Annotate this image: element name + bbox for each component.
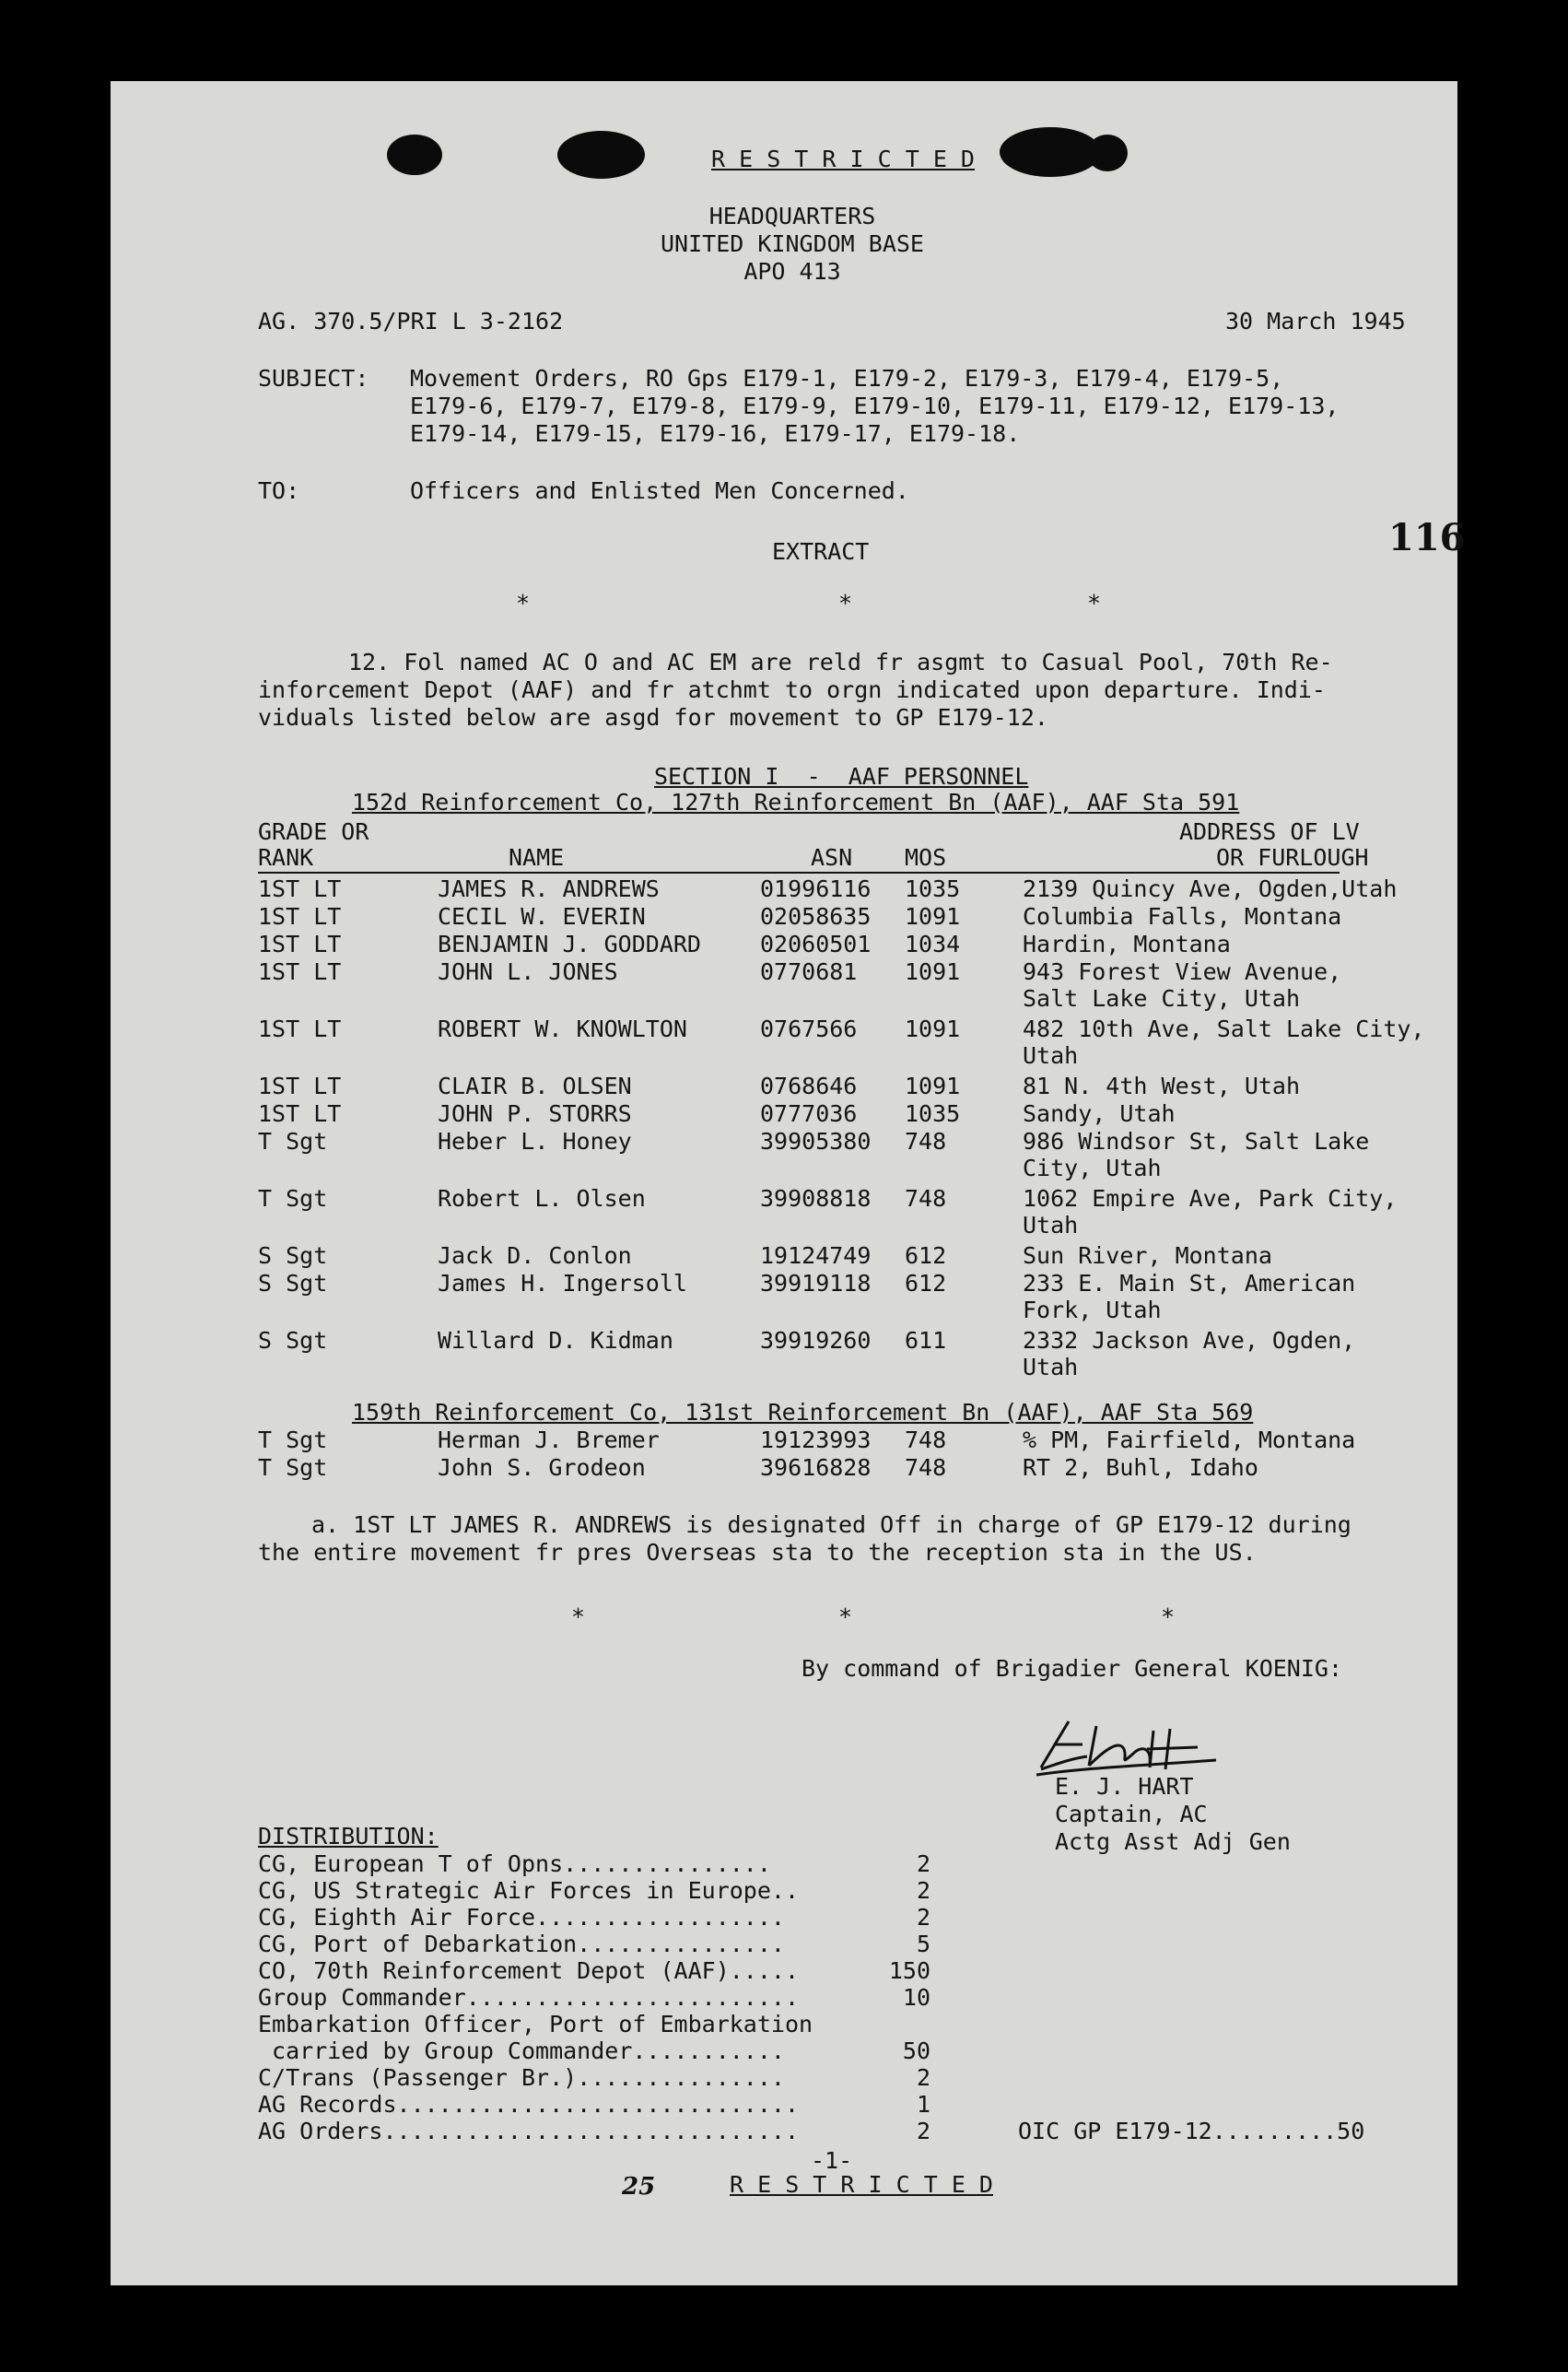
classification-bottom: R E S T R I C T E D — [730, 2171, 993, 2198]
signature-name: E. J. HART — [1055, 1773, 1194, 1800]
paragraph-12-line: viduals listed below are asgd for movement to GP E179-12. — [258, 704, 1048, 731]
name-cell: Herman J. Bremer — [438, 1427, 660, 1453]
subject-label: SUBJECT: — [258, 365, 369, 392]
asn-cell: 39919118 — [760, 1270, 872, 1297]
name-cell: BENJAMIN J. GODDARD — [438, 931, 701, 957]
address-cell: City, Utah — [1023, 1155, 1162, 1181]
column-header-address: ADDRESS OF LV — [1179, 818, 1360, 845]
unit-heading: 159th Reinforcement Co, 131st Reinforcement Bn (AAF), AAF Sta 569 — [352, 1399, 1254, 1426]
paragraph-a-line: a. 1ST LT JAMES R. ANDREWS is designated Off in charge of GP E179-12 during — [311, 1511, 1352, 1538]
mos-cell: 1035 — [905, 1100, 961, 1127]
column-header-asn: ASN — [811, 844, 853, 871]
distribution-item-count: 10 — [902, 1984, 930, 2011]
name-cell: Jack D. Conlon — [438, 1242, 632, 1269]
address-cell: 2332 Jackson Ave, Ogden, — [1023, 1327, 1356, 1354]
mos-cell: 748 — [905, 1128, 947, 1155]
rank-cell: T Sgt — [258, 1128, 328, 1155]
address-cell: Fork, Utah — [1023, 1297, 1162, 1323]
name-cell: ROBERT W. KNOWLTON — [438, 1016, 687, 1042]
distribution-item-count: 150 — [888, 1957, 930, 1984]
mos-cell: 611 — [905, 1327, 947, 1354]
mos-cell: 1035 — [905, 875, 961, 902]
asn-cell: 19124749 — [760, 1242, 872, 1269]
separator-star: * — [838, 590, 853, 616]
address-cell: Sun River, Montana — [1023, 1242, 1272, 1269]
separator-star: * — [1161, 1603, 1176, 1630]
column-header-name: NAME — [509, 844, 565, 871]
page-stamp-number: 116 — [1388, 516, 1466, 559]
address-cell: Salt Lake City, Utah — [1023, 985, 1301, 1012]
address-cell: % PM, Fairfield, Montana — [1023, 1427, 1356, 1453]
separator-star: * — [1087, 590, 1102, 616]
rank-cell: T Sgt — [258, 1454, 328, 1481]
distribution-item-count: 50 — [902, 2037, 930, 2064]
address-cell: Utah — [1023, 1042, 1079, 1069]
name-cell: John S. Grodeon — [438, 1454, 646, 1481]
address-cell: Utah — [1023, 1212, 1079, 1239]
rank-cell: 1ST LT — [258, 903, 342, 930]
distribution-item-label: Group Commander........................ — [258, 1984, 799, 2011]
mos-cell: 612 — [905, 1242, 947, 1269]
mos-cell: 1091 — [905, 1016, 961, 1042]
rank-cell: 1ST LT — [258, 875, 342, 902]
rank-cell: 1ST LT — [258, 1100, 342, 1127]
subject-line: E179-14, E179-15, E179-16, E179-17, E179-18. — [410, 420, 1021, 447]
org-line-1: HEADQUARTERS — [708, 203, 876, 229]
distribution-item-count: 5 — [916, 1931, 930, 1957]
rank-cell: 1ST LT — [258, 1073, 342, 1099]
mos-cell: 1034 — [905, 931, 961, 957]
mos-cell: 1091 — [905, 1073, 961, 1099]
column-header-rank: RANK — [258, 844, 314, 871]
paragraph-a-line: the entire movement fr pres Overseas sta to the reception sta in the US. — [258, 1539, 1257, 1566]
distribution-item-count: 2 — [916, 2064, 930, 2091]
column-header-mos: MOS — [905, 844, 947, 871]
distribution-item-label: CG, US Strategic Air Forces in Europe.. — [258, 1877, 799, 1904]
distribution-item-count: 2 — [916, 1850, 930, 1877]
asn-cell: 0777036 — [760, 1100, 858, 1127]
address-cell: 233 E. Main St, American — [1023, 1270, 1356, 1297]
distribution-item-count: 2 — [916, 2118, 930, 2144]
section-title: SECTION I - AAF PERSONNEL — [654, 763, 1029, 790]
name-cell: Robert L. Olsen — [438, 1185, 646, 1212]
asn-cell: 02058635 — [760, 903, 872, 930]
asn-cell: 0768646 — [760, 1073, 858, 1099]
distribution-item-count: 2 — [916, 1904, 930, 1931]
name-cell: CECIL W. EVERIN — [438, 903, 646, 930]
document-page — [111, 81, 1466, 2285]
asn-cell: 02060501 — [760, 931, 872, 957]
org-line-3: APO 413 — [743, 258, 841, 285]
document-date: 30 March 1945 — [1225, 308, 1406, 335]
asn-cell: 0770681 — [760, 958, 858, 985]
separator-star: * — [838, 1603, 853, 1630]
signature-title: Actg Asst Adj Gen — [1055, 1828, 1291, 1855]
address-cell: Hardin, Montana — [1023, 931, 1231, 957]
distribution-item-label: CO, 70th Reinforcement Depot (AAF)..... — [258, 1957, 799, 1984]
extract-label: EXTRACT — [772, 538, 870, 565]
separator-star: * — [571, 1603, 586, 1630]
distribution-item-label: AG Orders.............................. — [258, 2118, 799, 2144]
distribution-item-label: CG, Port of Debarkation............... — [258, 1931, 785, 1957]
punch-hole — [387, 135, 442, 175]
distribution-item-count: 1 — [916, 2091, 930, 2118]
address-cell: 986 Windsor St, Salt Lake — [1023, 1128, 1370, 1155]
name-cell: Heber L. Honey — [438, 1128, 632, 1155]
rank-cell: 1ST LT — [258, 958, 342, 985]
asn-cell: 19123993 — [760, 1427, 872, 1453]
distribution-title: DISTRIBUTION: — [258, 1823, 439, 1849]
to-label: TO: — [258, 477, 300, 504]
address-cell: 81 N. 4th West, Utah — [1023, 1073, 1301, 1099]
punch-hole — [1000, 127, 1101, 177]
asn-cell: 0767566 — [760, 1016, 858, 1042]
rank-cell: S Sgt — [258, 1242, 328, 1269]
org-line-2: UNITED KINGDOM BASE — [661, 230, 924, 257]
mos-cell: 612 — [905, 1270, 947, 1297]
punch-hole — [557, 131, 645, 179]
asn-cell: 01996116 — [760, 875, 872, 902]
subject-line: E179-6, E179-7, E179-8, E179-9, E179-10, E179-11, E179-12, E179-13, — [410, 393, 1340, 419]
rank-cell: 1ST LT — [258, 1016, 342, 1042]
mos-cell: 748 — [905, 1185, 947, 1212]
distribution-item-label: AG Records............................. — [258, 2091, 799, 2118]
mos-cell: 748 — [905, 1454, 947, 1481]
punch-hole — [1087, 135, 1128, 171]
command-line: By command of Brigadier General KOENIG: — [802, 1655, 1342, 1682]
asn-cell: 39616828 — [760, 1454, 872, 1481]
paragraph-12-line: inforcement Depot (AAF) and fr atchmt to orgn indicated upon departure. Indi- — [258, 676, 1326, 703]
name-cell: James H. Ingersoll — [438, 1270, 687, 1297]
address-cell: Sandy, Utah — [1023, 1100, 1176, 1127]
rank-cell: T Sgt — [258, 1427, 328, 1453]
name-cell: JAMES R. ANDREWS — [438, 875, 660, 902]
oic-line: OIC GP E179-12.........50 — [1018, 2118, 1365, 2144]
distribution-item-label: CG, Eighth Air Force.................. — [258, 1904, 785, 1931]
address-cell: Utah — [1023, 1354, 1079, 1380]
page-number: -1- — [811, 2147, 853, 2174]
to-text: Officers and Enlisted Men Concerned. — [410, 477, 909, 504]
rank-cell: 1ST LT — [258, 931, 342, 957]
name-cell: JOHN P. STORRS — [438, 1100, 632, 1127]
address-cell: Columbia Falls, Montana — [1023, 903, 1342, 930]
column-header-grade: GRADE OR — [258, 818, 369, 845]
rank-cell: S Sgt — [258, 1270, 328, 1297]
separator-star: * — [516, 590, 531, 616]
address-cell: 943 Forest View Avenue, — [1023, 958, 1342, 985]
address-cell: 482 10th Ave, Salt Lake City, — [1023, 1016, 1425, 1042]
asn-cell: 39908818 — [760, 1185, 872, 1212]
name-cell: CLAIR B. OLSEN — [438, 1073, 632, 1099]
column-header-rule — [258, 872, 1340, 874]
address-cell: 1062 Empire Ave, Park City, — [1023, 1185, 1398, 1212]
unit-heading: 152d Reinforcement Co, 127th Reinforcement Bn (AAF), AAF Sta 591 — [352, 789, 1240, 816]
distribution-item-label: Embarkation Officer, Port of Embarkation — [258, 2011, 813, 2037]
distribution-item-label: C/Trans (Passenger Br.)............... — [258, 2064, 785, 2091]
name-cell: JOHN L. JONES — [438, 958, 618, 985]
signature-title: Captain, AC — [1055, 1801, 1208, 1827]
file-reference: AG. 370.5/PRI L 3-2162 — [258, 308, 564, 335]
name-cell: Willard D. Kidman — [438, 1327, 673, 1354]
rank-cell: S Sgt — [258, 1327, 328, 1354]
distribution-item-label: carried by Group Commander........... — [258, 2037, 785, 2064]
handwritten-page-mark: 25 — [622, 2173, 656, 2201]
mos-cell: 1091 — [905, 958, 961, 985]
rank-cell: T Sgt — [258, 1185, 328, 1212]
address-cell: 2139 Quincy Ave, Ogden,Utah — [1023, 875, 1398, 902]
address-cell: RT 2, Buhl, Idaho — [1023, 1454, 1258, 1481]
column-header-address: OR FURLOUGH — [1216, 844, 1369, 871]
classification-top: R E S T R I C T E D — [711, 146, 975, 172]
mos-cell: 1091 — [905, 903, 961, 930]
mos-cell: 748 — [905, 1427, 947, 1453]
asn-cell: 39919260 — [760, 1327, 872, 1354]
asn-cell: 39905380 — [760, 1128, 872, 1155]
distribution-item-count: 2 — [916, 1877, 930, 1904]
paragraph-12-line: 12. Fol named AC O and AC EM are reld fr asgmt to Casual Pool, 70th Re- — [348, 649, 1333, 675]
subject-line: Movement Orders, RO Gps E179-1, E179-2, E179-3, E179-4, E179-5, — [410, 365, 1284, 392]
distribution-item-label: CG, European T of Opns............... — [258, 1850, 771, 1877]
